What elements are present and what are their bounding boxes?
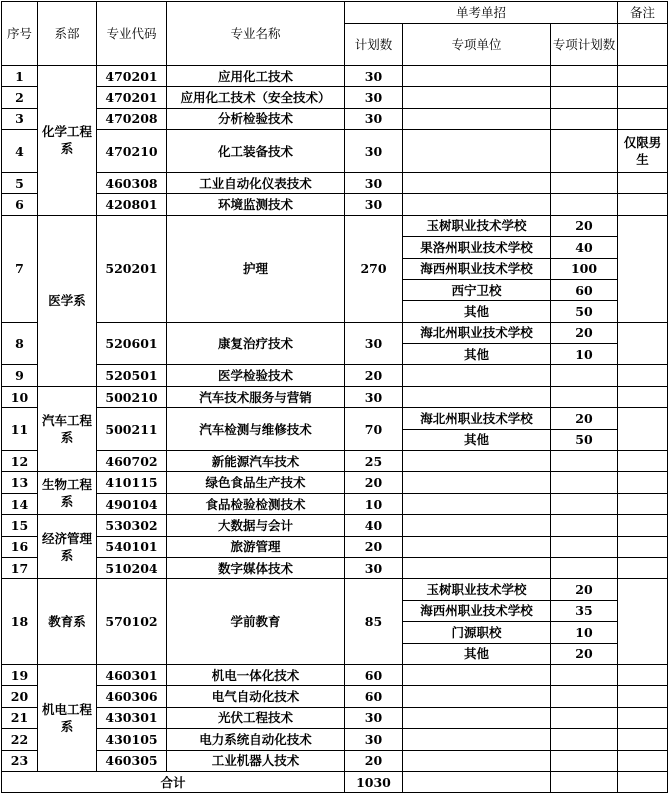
row-index: 11 (2, 408, 38, 451)
row-index: 22 (2, 729, 38, 750)
plan-count: 20 (345, 536, 403, 557)
special-count: 10 (551, 344, 618, 365)
major-name: 学前教育 (167, 579, 345, 665)
special-unit: 海西州职业技术学校 (403, 600, 551, 621)
special-count (551, 686, 618, 707)
special-unit: 其他 (403, 643, 551, 664)
special-count (551, 172, 618, 193)
major-name: 化工装备技术 (167, 130, 345, 173)
remark (618, 472, 668, 493)
header-remarks: 备注 (618, 2, 668, 24)
table-row (2, 557, 668, 578)
special-count (551, 493, 618, 514)
table-row (2, 130, 668, 151)
department-edu: 教育系 (38, 579, 97, 665)
remark (618, 408, 668, 451)
special-count: 40 (551, 237, 618, 258)
enrollment-plan-table (1, 1, 668, 793)
major-name: 新能源汽车技术 (167, 451, 345, 472)
special-count (551, 750, 618, 771)
plan-count: 30 (345, 172, 403, 193)
major-name: 护理 (167, 215, 345, 322)
major-code: 520601 (97, 322, 167, 365)
plan-count: 20 (345, 365, 403, 386)
department-chem: 化学工程系 (38, 66, 97, 216)
remark (618, 750, 668, 771)
plan-count: 20 (345, 472, 403, 493)
table-row (2, 729, 668, 750)
department-bio: 生物工程系 (38, 472, 97, 515)
special-unit (403, 108, 551, 129)
table-row (2, 386, 668, 407)
plan-count: 30 (345, 557, 403, 578)
special-unit (403, 451, 551, 472)
row-index: 13 (2, 472, 38, 493)
major-code: 460702 (97, 451, 167, 472)
remark (618, 536, 668, 557)
header-special-unit: 专项单位 (403, 24, 551, 66)
row-index: 20 (2, 686, 38, 707)
major-name: 康复治疗技术 (167, 322, 345, 365)
special-count (551, 536, 618, 557)
major-code: 540101 (97, 536, 167, 557)
special-unit (403, 130, 551, 173)
major-name: 工业机器人技术 (167, 750, 345, 771)
special-unit (403, 493, 551, 514)
special-unit (403, 365, 551, 386)
remark (618, 322, 668, 365)
row-index: 6 (2, 194, 38, 215)
special-unit (403, 386, 551, 407)
remark (618, 365, 668, 386)
major-name: 应用化工技术（安全技术） (167, 87, 345, 108)
row-index: 2 (2, 87, 38, 108)
special-count: 10 (551, 622, 618, 643)
major-code: 470208 (97, 108, 167, 129)
row-index: 9 (2, 365, 38, 386)
table-row (2, 172, 668, 193)
special-count (551, 707, 618, 728)
special-unit: 其他 (403, 301, 551, 322)
table-row (2, 579, 668, 600)
header-index: 序号 (2, 2, 38, 66)
remark (618, 172, 668, 193)
special-count (551, 365, 618, 386)
special-unit: 海北州职业技术学校 (403, 322, 551, 343)
row-index: 3 (2, 108, 38, 129)
special-count: 50 (551, 429, 618, 450)
header-special-plan: 专项计划数 (551, 24, 618, 66)
special-unit: 果洛州职业技术学校 (403, 237, 551, 258)
major-code: 530302 (97, 515, 167, 536)
special-unit: 门源职校 (403, 622, 551, 643)
major-name: 机电一体化技术 (167, 664, 345, 685)
special-unit (403, 515, 551, 536)
major-name: 工业自动化仪表技术 (167, 172, 345, 193)
header-plan-count: 计划数 (345, 24, 403, 66)
row-index: 23 (2, 750, 38, 771)
special-count: 50 (551, 301, 618, 322)
major-name: 电气自动化技术 (167, 686, 345, 707)
major-code: 500210 (97, 386, 167, 407)
row-index: 4 (2, 130, 38, 173)
remark (618, 707, 668, 728)
special-unit (403, 750, 551, 771)
special-count (551, 664, 618, 685)
special-unit: 其他 (403, 344, 551, 365)
table-row (2, 750, 668, 771)
plan-count: 30 (345, 66, 403, 87)
table-row (2, 108, 668, 129)
major-code: 460308 (97, 172, 167, 193)
table-row (2, 536, 668, 557)
special-count (551, 66, 618, 87)
row-index: 1 (2, 66, 38, 87)
special-count (551, 557, 618, 578)
total-special-count (551, 771, 618, 792)
remark (618, 493, 668, 514)
row-index: 10 (2, 386, 38, 407)
row-index: 14 (2, 493, 38, 514)
plan-count: 30 (345, 386, 403, 407)
remark (618, 194, 668, 215)
special-unit (403, 729, 551, 750)
major-name: 大数据与会计 (167, 515, 345, 536)
remark (618, 664, 668, 685)
row-index: 17 (2, 557, 38, 578)
special-count (551, 515, 618, 536)
major-name: 应用化工技术 (167, 66, 345, 87)
special-count: 20 (551, 215, 618, 236)
header-single-exam: 单考单招 (345, 2, 618, 24)
special-count (551, 729, 618, 750)
total-plan: 1030 (345, 771, 403, 792)
row-index: 16 (2, 536, 38, 557)
row-index: 7 (2, 215, 38, 322)
total-row (2, 771, 668, 792)
major-code: 420801 (97, 194, 167, 215)
plan-count: 30 (345, 194, 403, 215)
table-row (2, 493, 668, 514)
major-code: 430301 (97, 707, 167, 728)
major-name: 环境监测技术 (167, 194, 345, 215)
plan-count: 60 (345, 686, 403, 707)
table-row (2, 472, 668, 493)
special-count (551, 108, 618, 129)
major-code: 470210 (97, 130, 167, 173)
major-code: 500211 (97, 408, 167, 451)
special-count: 60 (551, 279, 618, 300)
department-econ: 经济管理系 (38, 515, 97, 579)
major-code: 410115 (97, 472, 167, 493)
special-unit (403, 472, 551, 493)
plan-count: 40 (345, 515, 403, 536)
plan-count: 60 (345, 664, 403, 685)
row-index: 8 (2, 322, 38, 365)
special-count: 20 (551, 322, 618, 343)
special-unit (403, 686, 551, 707)
table-row (2, 87, 668, 108)
plan-count: 85 (345, 579, 403, 665)
plan-count: 30 (345, 322, 403, 365)
table-row (2, 707, 668, 728)
special-count (551, 130, 618, 173)
remark (618, 557, 668, 578)
major-name: 电力系统自动化技术 (167, 729, 345, 750)
special-count (551, 451, 618, 472)
header-remarks-blank (618, 24, 668, 66)
major-code: 510204 (97, 557, 167, 578)
special-count: 20 (551, 408, 618, 429)
header-department: 系部 (38, 2, 97, 66)
table-row (2, 194, 668, 215)
special-unit: 其他 (403, 429, 551, 450)
remark (618, 108, 668, 129)
special-unit: 玉树职业技术学校 (403, 215, 551, 236)
plan-count: 30 (345, 108, 403, 129)
major-code: 460305 (97, 750, 167, 771)
remark (618, 686, 668, 707)
special-unit (403, 172, 551, 193)
major-name: 汽车技术服务与营销 (167, 386, 345, 407)
major-name: 旅游管理 (167, 536, 345, 557)
special-count: 35 (551, 600, 618, 621)
special-count (551, 87, 618, 108)
table-row (2, 686, 668, 707)
header-major-code: 专业代码 (97, 2, 167, 66)
remark (618, 579, 668, 665)
table-row (2, 322, 668, 343)
row-index: 18 (2, 579, 38, 665)
header-major-name: 专业名称 (167, 2, 345, 66)
special-count (551, 194, 618, 215)
major-name: 医学检验技术 (167, 365, 345, 386)
row-index: 15 (2, 515, 38, 536)
table-row (2, 365, 668, 386)
special-unit (403, 664, 551, 685)
table-row (2, 664, 668, 685)
major-name: 绿色食品生产技术 (167, 472, 345, 493)
plan-count: 30 (345, 130, 403, 173)
total-label: 合计 (2, 771, 345, 792)
plan-count: 30 (345, 707, 403, 728)
special-unit: 玉树职业技术学校 (403, 579, 551, 600)
table-row (2, 408, 668, 429)
special-count: 20 (551, 579, 618, 600)
special-unit (403, 557, 551, 578)
table-row (2, 515, 668, 536)
plan-count: 70 (345, 408, 403, 451)
major-code: 460306 (97, 686, 167, 707)
major-code: 490104 (97, 493, 167, 514)
table-row (2, 451, 668, 472)
plan-count: 270 (345, 215, 403, 322)
remark (618, 215, 668, 322)
total-remark (618, 771, 668, 792)
remark (618, 729, 668, 750)
major-code: 570102 (97, 579, 167, 665)
special-count (551, 472, 618, 493)
table-row (2, 66, 668, 87)
plan-count: 30 (345, 87, 403, 108)
remark (618, 66, 668, 87)
remark: 仅限男生 (618, 130, 668, 173)
plan-count: 30 (345, 729, 403, 750)
department-mech: 机电工程系 (38, 664, 97, 771)
special-unit (403, 194, 551, 215)
major-code: 520201 (97, 215, 167, 322)
remark (618, 515, 668, 536)
special-count: 20 (551, 643, 618, 664)
major-code: 460301 (97, 664, 167, 685)
major-code: 520501 (97, 365, 167, 386)
remark (618, 87, 668, 108)
special-unit: 海北州职业技术学校 (403, 408, 551, 429)
major-name: 数字媒体技术 (167, 557, 345, 578)
department-med: 医学系 (38, 215, 97, 386)
special-unit (403, 87, 551, 108)
special-count: 100 (551, 258, 618, 279)
major-code: 430105 (97, 729, 167, 750)
major-name: 光伏工程技术 (167, 707, 345, 728)
plan-count: 10 (345, 493, 403, 514)
special-unit (403, 536, 551, 557)
special-unit (403, 66, 551, 87)
row-index: 5 (2, 172, 38, 193)
table-row (2, 215, 668, 236)
plan-count: 20 (345, 750, 403, 771)
special-count (551, 386, 618, 407)
department-auto: 汽车工程系 (38, 386, 97, 472)
remark (618, 386, 668, 407)
major-code: 470201 (97, 66, 167, 87)
row-index: 21 (2, 707, 38, 728)
total-special-unit (403, 771, 551, 792)
major-name: 汽车检测与维修技术 (167, 408, 345, 451)
major-name: 分析检验技术 (167, 108, 345, 129)
special-unit (403, 707, 551, 728)
row-index: 19 (2, 664, 38, 685)
special-unit: 西宁卫校 (403, 279, 551, 300)
major-code: 470201 (97, 87, 167, 108)
row-index: 12 (2, 451, 38, 472)
major-name: 食品检验检测技术 (167, 493, 345, 514)
special-unit: 海西州职业技术学校 (403, 258, 551, 279)
plan-count: 25 (345, 451, 403, 472)
remark (618, 451, 668, 472)
